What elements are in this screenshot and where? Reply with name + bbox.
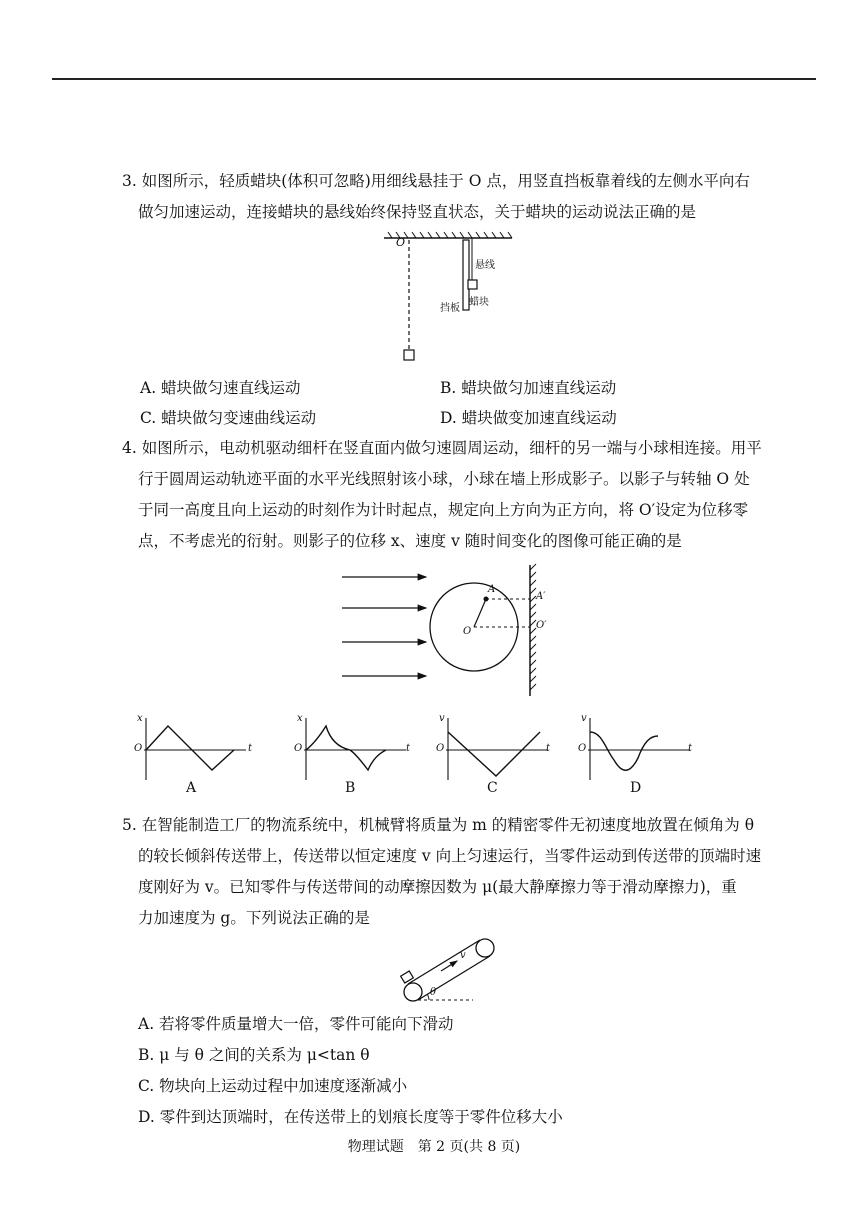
q4-label-O-prime: O′ [536, 620, 547, 631]
graph-b-origin: O [294, 743, 303, 754]
graph-c-plot [436, 712, 560, 782]
q3-option-b: B. 蜡块做匀加速直线运动 [440, 379, 617, 397]
q4-label-A: A [488, 584, 496, 595]
graph-d-plot [578, 712, 702, 782]
graph-b-y-axis: x [297, 713, 303, 724]
q3-option-d: D. 蜡块做变加速直线运动 [440, 409, 617, 427]
q5-line1: 5. 在智能制造工厂的物流系统中，机械臂将质量为 m 的精密零件无初速度地放置在倾角为 θ [122, 816, 755, 834]
q4-label-A-prime: A′ [536, 591, 546, 602]
q5-option-d: D. 零件到达顶端时，在传送带上的划痕长度等于零件位移大小 [138, 1108, 563, 1126]
graph-b-plot [294, 712, 418, 782]
graph-d-y-axis: v [581, 713, 587, 724]
q3-figure [380, 228, 520, 368]
q3-line2: 做匀加速运动，连接蜡块的悬线始终保持竖直状态，关于蜡块的运动说法正确的是 [138, 203, 697, 221]
graph-c-x-axis: t [546, 743, 551, 754]
q3-option-a: A. 蜡块做匀速直线运动 [140, 379, 301, 397]
q5-line2: 的较长倾斜传送带上，传送带以恒定速度 v 向上匀速运行，当零件运动到传送带的顶端时速 [138, 847, 762, 865]
graph-c-label: C [487, 780, 498, 796]
graph-b-label: B [345, 780, 356, 796]
page-footer: 物理试题 第 2 页(共 8 页) [347, 1139, 521, 1155]
q4-line1: 4. 如图所示，电动机驱动细杆在竖直面内做匀速圆周运动，细杆的另一端与小球相连接。用平 [122, 439, 762, 457]
q4-line2: 行于圆周运动轨迹平面的水平光线照射该小球，小球在墙上形成影子。以影子与转轴 O 处 [138, 470, 750, 488]
q5-option-a: A. 若将零件质量增大一倍，零件可能向下滑动 [138, 1015, 454, 1033]
q5-line4: 力加速度为 g。下列说法正确的是 [138, 909, 370, 927]
q5-label-theta: θ [430, 987, 437, 998]
graph-d-label: D [630, 780, 642, 796]
q4-line4: 点，不考虑光的衍射。则影子的位移 x、速度 v 随时间变化的图像可能正确的是 [138, 532, 682, 550]
q4-line3: 于同一高度且向上运动的时刻作为计时起点，规定向上方向为正方向，将 O′设定为位移零 [138, 501, 749, 519]
q5-conveyor-figure [395, 935, 505, 1007]
q5-option-c: C. 物块向上运动过程中加速度逐渐减小 [138, 1077, 408, 1095]
q3-option-c: C. 蜡块做匀变速曲线运动 [140, 409, 317, 427]
graph-a-label: A [186, 780, 197, 796]
q3-label-thread: 悬线 [475, 260, 495, 271]
q4-figure [330, 560, 560, 700]
graph-d-origin: O [578, 743, 587, 754]
q5-label-v: v [460, 950, 466, 961]
q3-line1: 3. 如图所示，轻质蜡块(体积可忽略)用细线悬挂于 O 点，用竖直挡板靠着线的左侧水平向右 [122, 172, 750, 190]
graph-c-y-axis: v [439, 713, 445, 724]
q3-label-O: O [396, 236, 406, 249]
q4-label-O: O [463, 626, 472, 637]
graph-a-plot [134, 712, 258, 782]
q3-label-board: 挡板 [440, 303, 460, 314]
graph-b-x-axis: t [406, 743, 411, 754]
q5-line3: 度刚好为 v。已知零件与传送带间的动摩擦因数为 μ(最大静摩擦力等于滑动摩擦力)，重 [138, 878, 737, 896]
header-rule [52, 78, 816, 80]
q3-label-block: 蜡块 [469, 297, 489, 308]
graph-c-origin: O [436, 743, 445, 754]
graph-d-x-axis: t [688, 743, 693, 754]
graph-a-y-axis: x [137, 713, 143, 724]
graph-a-x-axis: t [248, 743, 253, 754]
q5-option-b: B. μ 与 θ 之间的关系为 μ<tan θ [138, 1046, 370, 1064]
graph-a-origin: O [134, 743, 143, 754]
